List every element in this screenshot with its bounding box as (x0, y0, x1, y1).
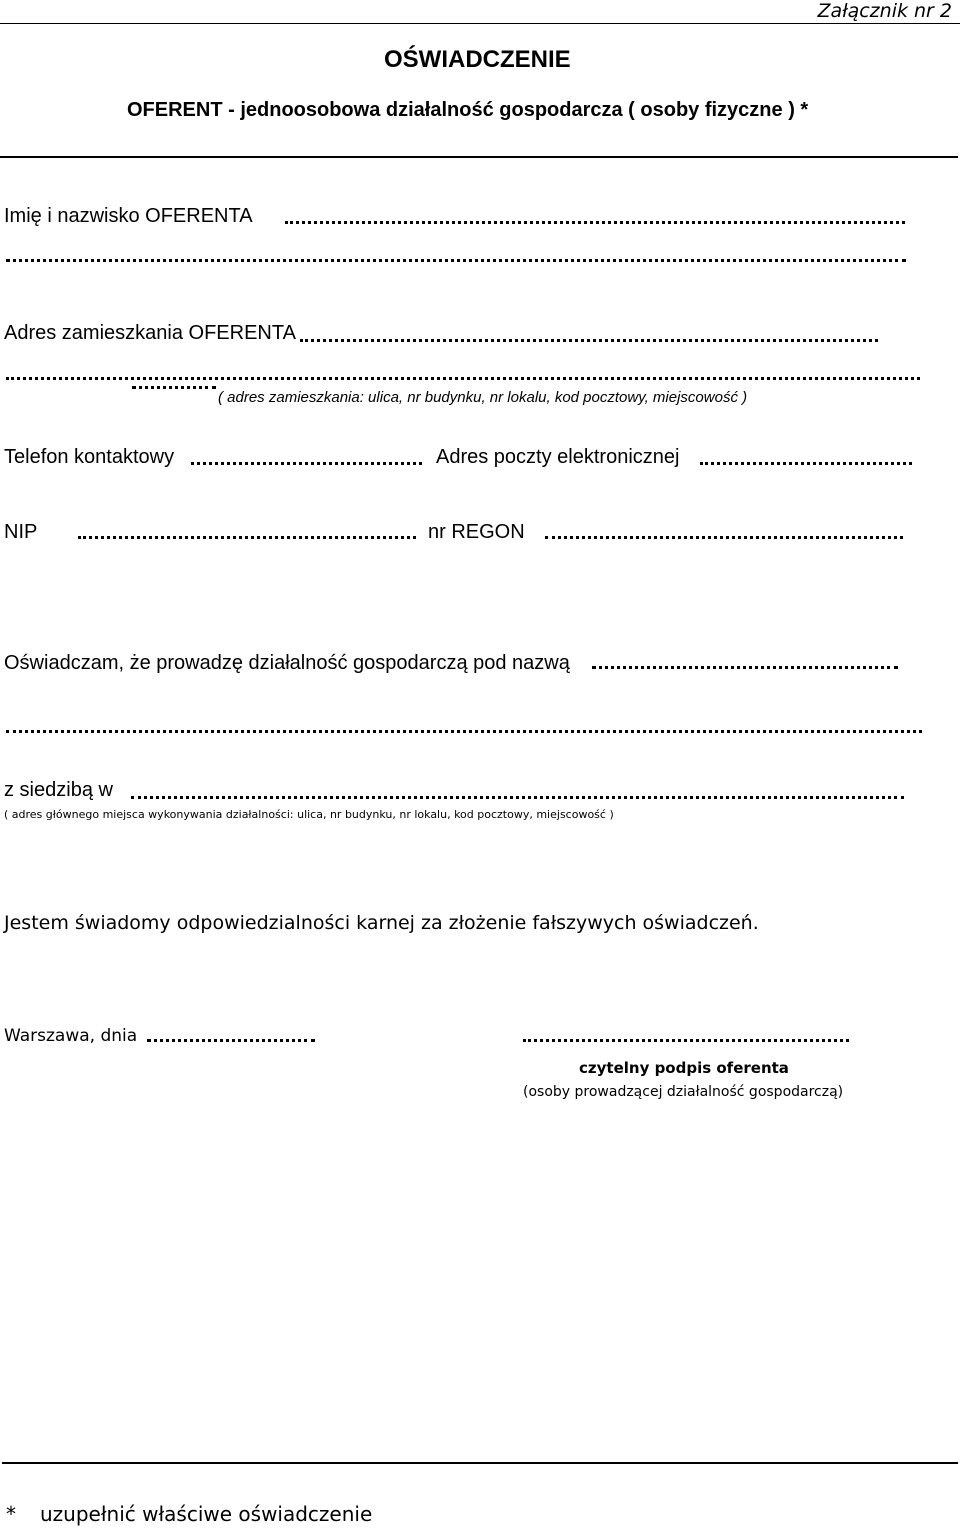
business-name-label: Oświadczam, że prowadzę działalność gospodarczą pod nazwą (4, 652, 570, 674)
email-label: Adres poczty elektronicznej (436, 446, 680, 468)
business-name-dots-2[interactable] (6, 730, 922, 733)
address-dots-3[interactable] (132, 386, 216, 389)
phone-label: Telefon kontaktowy (4, 446, 175, 468)
seat-dots[interactable] (131, 796, 904, 799)
footnote-text: uzupełnić właściwe oświadczenie (40, 1502, 373, 1526)
signature-sub-caption: (osoby prowadzącej działalność gospodarczą) (523, 1084, 844, 1100)
name-dots-2[interactable] (6, 259, 906, 262)
nip-dots[interactable] (78, 536, 416, 539)
regon-label: nr REGON (428, 521, 525, 543)
place-date-label: Warszawa, dnia (4, 1026, 138, 1046)
liability-statement: Jestem świadomy odpowiedzialności karnej za złożenie fałszywych oświadczeń. (4, 912, 759, 934)
date-dots[interactable] (147, 1039, 315, 1042)
title-rule (0, 156, 958, 158)
nip-label: NIP (4, 521, 38, 543)
name-label: Imię i nazwisko OFERENTA (4, 205, 253, 227)
page-subtitle: OFERENT - jednoosobowa działalność gospodarcza ( osoby fizyczne ) * (127, 99, 809, 121)
seat-label: z siedzibą w (4, 779, 113, 801)
business-name-dots-1[interactable] (592, 666, 898, 669)
signature-dots[interactable] (523, 1039, 849, 1042)
address-dots-2[interactable] (6, 377, 920, 380)
phone-dots[interactable] (191, 462, 422, 465)
seat-hint: ( adres głównego miejsca wykonywania działalności: ulica, nr budynku, nr lokalu, kod pocztowy, miejscowość ) (4, 808, 614, 821)
address-label: Adres zamieszkania OFERENTA (4, 322, 296, 344)
footnote-marker: * (6, 1502, 16, 1526)
address-hint: ( adres zamieszkania: ulica, nr budynku, nr lokalu, kod pocztowy, miejscowość ) (218, 389, 748, 406)
header-rule (0, 23, 960, 24)
signature-caption: czytelny podpis oferenta (579, 1059, 789, 1077)
address-dots-1[interactable] (300, 339, 878, 342)
email-dots[interactable] (700, 462, 912, 465)
regon-dots[interactable] (545, 536, 903, 539)
footer-rule (2, 1462, 958, 1464)
name-dots-1[interactable] (285, 221, 905, 224)
page-title: OŚWIADCZENIE (384, 46, 571, 73)
attachment-label: Załącznik nr 2 (817, 0, 952, 22)
